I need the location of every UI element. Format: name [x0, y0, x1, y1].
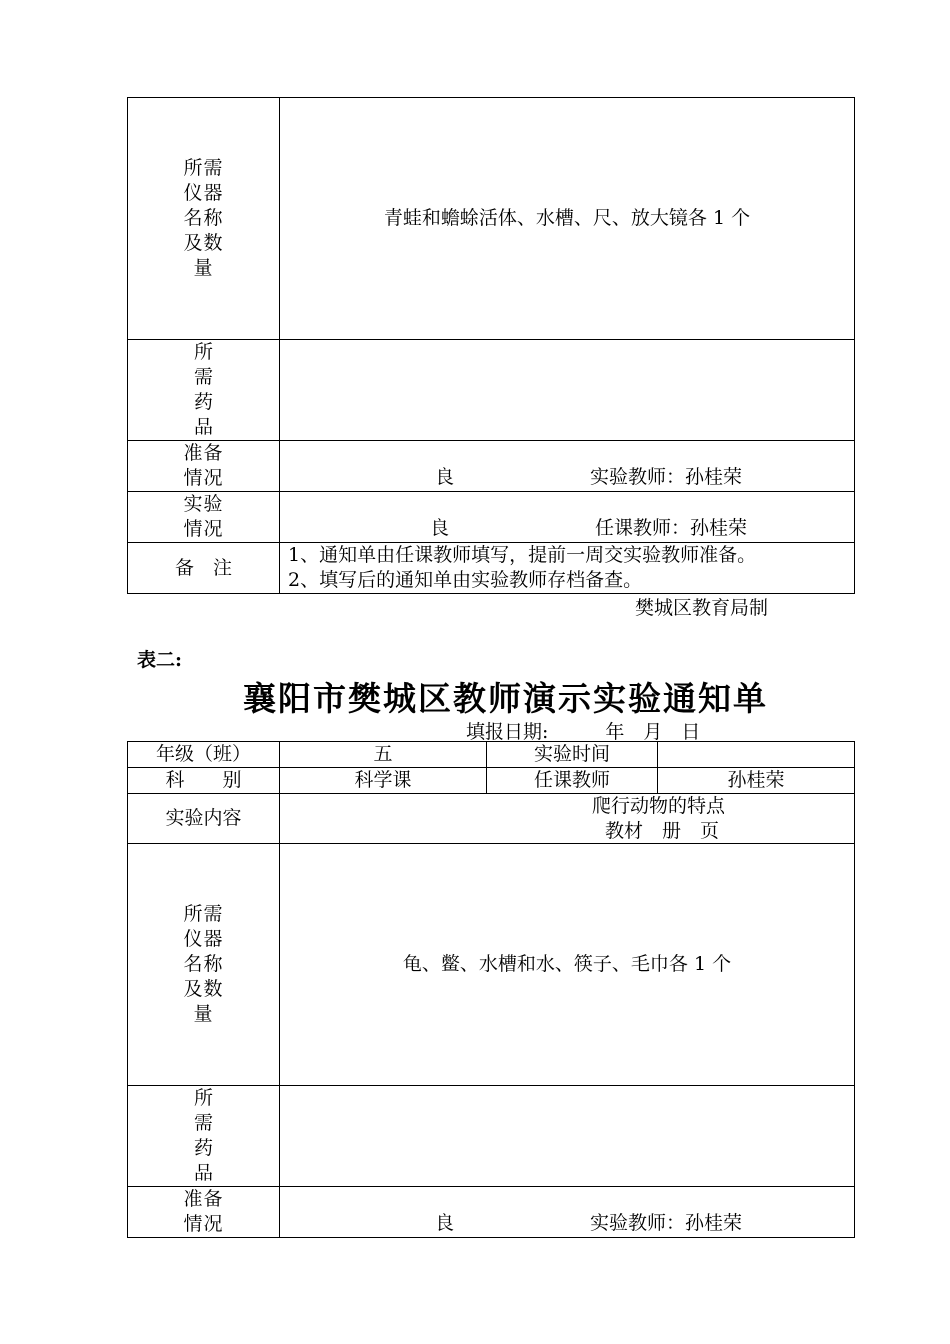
subject-label: 科 别: [128, 768, 280, 794]
experiment-status: 良: [430, 517, 450, 539]
preparation-value: [280, 1187, 855, 1238]
table-row: [128, 543, 855, 594]
issuer-footer: 樊城区教育局制: [635, 597, 769, 619]
preparation-teacher: 实验教师：孙桂荣: [590, 1212, 743, 1234]
remarks-label: 备 注: [128, 543, 280, 594]
grade-value: 五: [280, 742, 487, 768]
notice-table-2: [127, 741, 855, 1238]
table-row: [128, 340, 855, 441]
fill-date: 填报日期: 年 月 日: [466, 721, 701, 743]
table-row: [128, 1086, 855, 1187]
remarks-value: 1、通知单由任课教师填写，提前一周交实验教师准备。 2、填写后的通知单由实验教师存档备查。: [280, 543, 855, 594]
grade-label: 年级（班）: [128, 742, 280, 768]
instruments-value: 龟、鳖、水槽和水、筷子、毛巾各 1 个: [280, 844, 855, 1086]
experiment-teacher: 任课教师：孙桂荣: [595, 517, 748, 539]
textbook-ref: 教材 册 页: [605, 820, 720, 842]
chemicals-value: [280, 340, 855, 441]
preparation-status: 良: [435, 1212, 455, 1234]
preparation-status: 良: [435, 466, 455, 488]
content-topic: 爬行动物的特点: [592, 795, 726, 817]
table-row: [128, 768, 855, 794]
experiment-value: [280, 492, 855, 543]
chemicals-value: [280, 1086, 855, 1187]
preparation-label: 准备 情况: [128, 441, 280, 492]
preparation-teacher: 实验教师：孙桂荣: [590, 466, 743, 488]
preparation-value: [280, 441, 855, 492]
instruments-label: 所需 仪器 名称 及数 量: [128, 844, 280, 1086]
table-row: [128, 742, 855, 768]
notice-table-1: [127, 97, 855, 594]
table-row: [128, 794, 855, 844]
subject-value: 科学课: [280, 768, 487, 794]
instruments-label: 所需 仪器 名称 及数 量: [128, 98, 280, 340]
chemicals-label: 所 需 药 品: [128, 340, 280, 441]
preparation-label: 准备 情况: [128, 1187, 280, 1238]
content-label: 实验内容: [128, 794, 280, 844]
table-row: [128, 1187, 855, 1238]
table-row: [128, 844, 855, 1086]
teacher-value: 孙桂荣: [658, 768, 855, 794]
time-value: [658, 742, 855, 768]
table-row: [128, 98, 855, 340]
teacher-label: 任课教师: [487, 768, 658, 794]
instruments-value: 青蛙和蟾蜍活体、水槽、尺、放大镜各 1 个: [280, 98, 855, 340]
time-label: 实验时间: [487, 742, 658, 768]
table-row: [128, 441, 855, 492]
content-value: [280, 794, 855, 844]
experiment-label: 实验 情况: [128, 492, 280, 543]
section-label: 表二:: [137, 649, 183, 671]
chemicals-label: 所 需 药 品: [128, 1086, 280, 1187]
page-title: 襄阳市樊城区教师演示实验通知单: [243, 679, 768, 718]
table-row: [128, 492, 855, 543]
